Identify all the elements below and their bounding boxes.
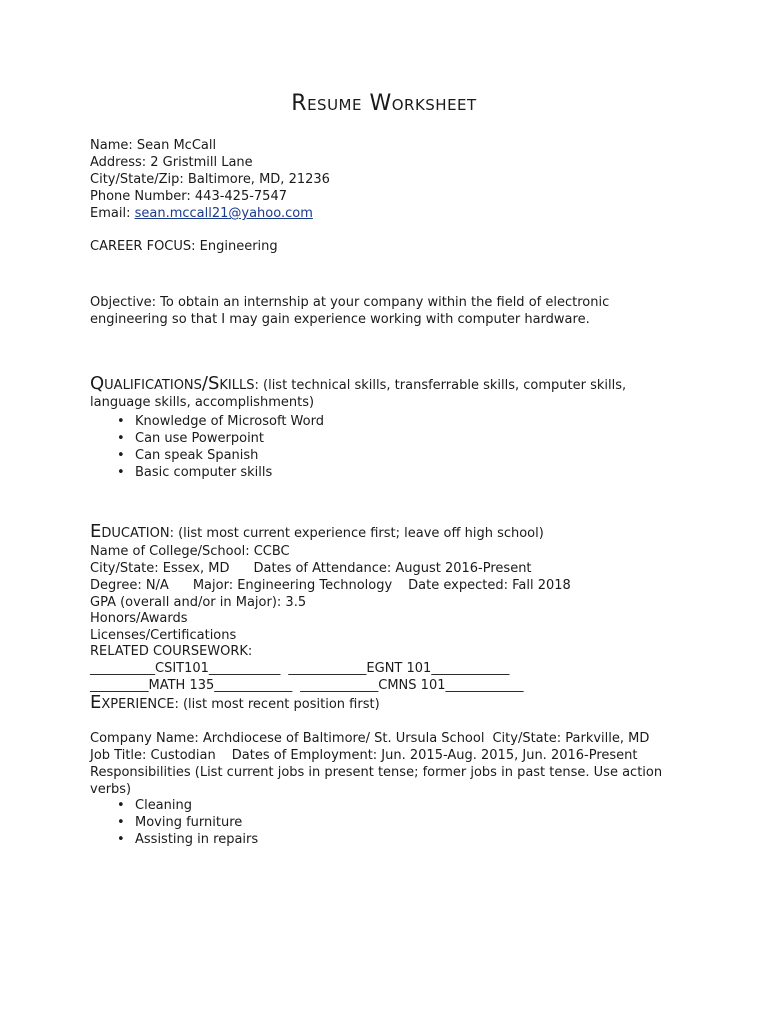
job-title-line [90,747,638,764]
education-note: : (list most current experience first; leave off high school) [169,526,544,541]
list-item: • Can use Powerpoint [90,430,324,447]
responsibilities-list [90,797,258,848]
major: Major: Engineering Technology [192,578,393,593]
experience-section-header [90,694,380,713]
email-label: Email: [90,206,135,221]
qualifications-list [90,413,324,481]
education-heading: Education [90,521,170,542]
city-state-zip-line: City/State/Zip: Baltimore, MD, 21236 [90,172,330,187]
qualifications-note: : (list technical skills, transferrable skills, computer skills, language skills, accomplishments) [90,378,627,410]
course-csit101: __________CSIT101___________ [90,661,281,676]
list-item: • Moving furniture [90,814,258,831]
list-item: • Basic computer skills [90,464,324,481]
degree-line [90,577,571,594]
list-item: • Can speak Spanish [90,447,324,464]
company-line [90,730,649,747]
address-line: Address: 2 Gristmill Lane [90,155,253,170]
employment-dates: Dates of Employment: Jun. 2015-Aug. 2015, Jun. 2016-Present [231,748,638,763]
company-name: Company Name: Archdiocese of Baltimore/ St. Ursula School [90,731,485,746]
job-title: Job Title: Custodian [90,748,216,763]
college-line: Name of College/School: CCBC [90,544,290,559]
course-egnt101: ____________EGNT 101____________ [288,661,510,676]
coursework-row-1 [90,660,509,677]
attendance-dates: Dates of Attendance: August 2016-Present [253,561,532,576]
list-item: • Cleaning [90,797,258,814]
education-section-header [90,523,544,542]
phone-line: Phone Number: 443-425-7547 [90,189,287,204]
licenses-line: Licenses/Certifications [90,628,237,643]
qualifications-heading: Qualifications/Skills [90,373,255,394]
gpa-line: GPA (overall and/or in Major): 3.5 [90,595,307,610]
experience-note: : (list most recent position first) [174,697,380,712]
company-city-state: City/State: Parkville, MD [492,731,650,746]
list-item: • Knowledge of Microsoft Word [90,413,324,430]
email-link[interactable]: sean.mccall21@yahoo.com [134,206,313,221]
education-city-state: City/State: Essex, MD [90,561,230,576]
course-math135: _________MATH 135____________ [90,678,293,693]
document-title: Resume Worksheet [291,91,477,116]
objective-text: Objective: To obtain an internship at your company within the field of electronic engineering so that I may gain experience working with computer hardware. [90,295,610,327]
course-cmns101: ____________CMNS 101____________ [300,678,524,693]
honors-line: Honors/Awards [90,611,188,626]
email-line [90,205,313,222]
responsibilities-label: Responsibilities (List current jobs in present tense; former jobs in past tense. Use action verbs) [90,765,663,797]
name-line: Name: Sean McCall [90,138,217,153]
coursework-label: RELATED COURSEWORK: [90,644,253,659]
list-item: • Assisting in repairs [90,831,258,848]
degree: Degree: N/A [90,578,169,593]
education-city-dates-line [90,560,532,577]
qualifications-section-header [90,375,688,411]
date-expected: Date expected: Fall 2018 [408,578,571,593]
experience-heading: Experience [90,692,175,713]
career-focus: CAREER FOCUS: Engineering [90,239,278,254]
